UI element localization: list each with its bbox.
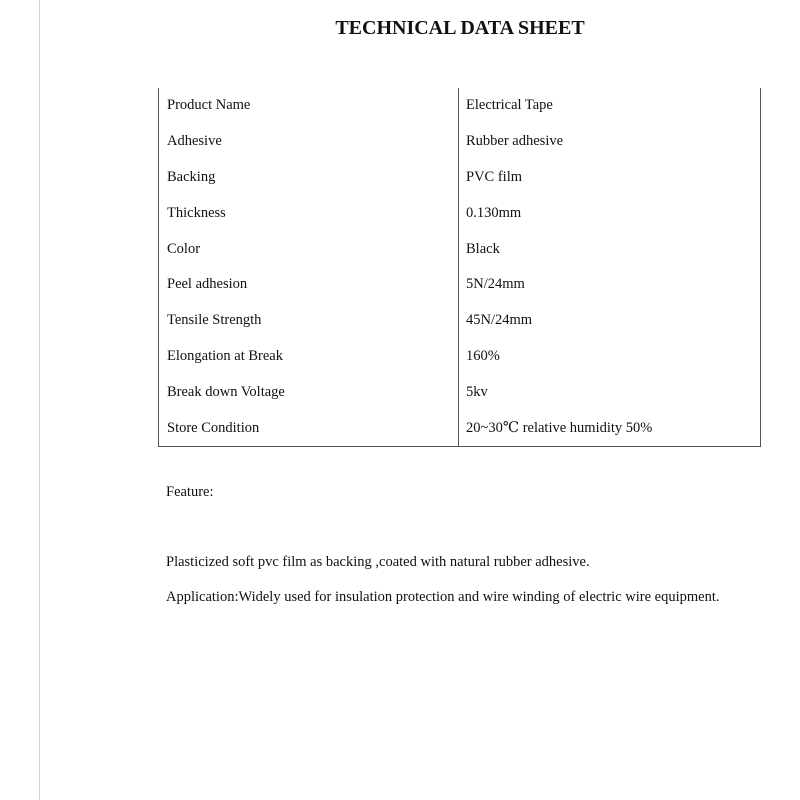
spec-table <box>158 88 761 447</box>
spec-value: Black <box>459 231 761 267</box>
spec-value: 160% <box>459 339 761 375</box>
spec-label: Thickness <box>159 195 459 231</box>
page-margin-line <box>39 0 40 800</box>
spec-label: Tensile Strength <box>159 303 459 339</box>
spec-label: Peel adhesion <box>159 267 459 303</box>
spec-value: 5kv <box>459 374 761 410</box>
application-description: Application:Widely used for insulation protection and wire winding of electric wire equipment. <box>166 589 720 605</box>
table-row <box>159 339 761 375</box>
table-row <box>159 124 761 160</box>
spec-label: Elongation at Break <box>159 339 459 375</box>
table-row <box>159 231 761 267</box>
spec-label: Color <box>159 231 459 267</box>
table-row <box>159 303 761 339</box>
spec-label: Backing <box>159 160 459 196</box>
feature-heading: Feature: <box>166 484 214 500</box>
table-row <box>159 374 761 410</box>
table-row <box>159 195 761 231</box>
spec-label: Break down Voltage <box>159 374 459 410</box>
feature-description: Plasticized soft pvc film as backing ,coated with natural rubber adhesive. <box>166 554 590 570</box>
spec-value: Rubber adhesive <box>459 124 761 160</box>
spec-value: PVC film <box>459 160 761 196</box>
table-row <box>159 160 761 196</box>
table-row <box>159 410 761 446</box>
document-title: TECHNICAL DATA SHEET <box>335 17 585 39</box>
spec-label: Product Name <box>159 88 459 124</box>
table-row <box>159 88 761 124</box>
spec-value: 5N/24mm <box>459 267 761 303</box>
table-row <box>159 267 761 303</box>
spec-label: Adhesive <box>159 124 459 160</box>
spec-value: 20~30℃ relative humidity 50% <box>459 410 761 446</box>
spec-value: 0.130mm <box>459 195 761 231</box>
spec-value: Electrical Tape <box>459 88 761 124</box>
spec-label: Store Condition <box>159 410 459 446</box>
spec-value: 45N/24mm <box>459 303 761 339</box>
